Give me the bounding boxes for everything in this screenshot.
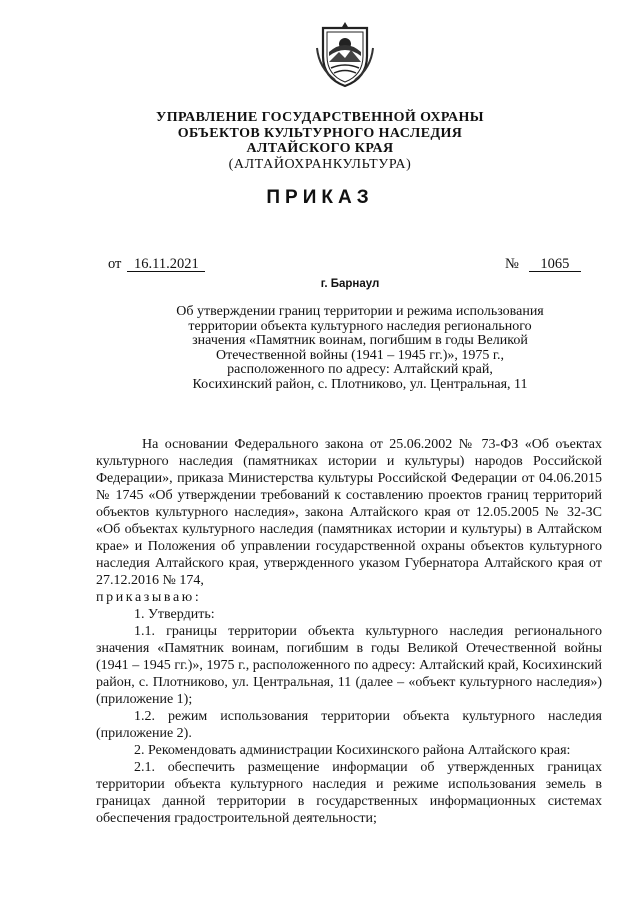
item-1-1: 1.1. границы территории объекта культурного наследия регионального значения «Памятник воинам, погибшим в годы Великой Отечественной войны (1941 – 1945 гг.)», 1975 г., расположенного по адресу: Алтайский край, Косихинский район, с. Плотниково, ул. Центральная, 11 (далее – «объект культурного наследия») (приложение 1);: [96, 624, 602, 707]
document-subject: [130, 305, 590, 392]
order-word: приказываю:: [96, 590, 202, 605]
subject-line: территории объекта культурного наследия регионального: [188, 318, 532, 334]
item-1-2: 1.2. режим использования территории объекта культурного наследия (приложение 2).: [96, 709, 602, 741]
document-body: [96, 436, 602, 827]
number-prefix: №: [505, 256, 519, 272]
organization-header: [150, 110, 490, 172]
document-type-title: ПРИКАЗ: [266, 187, 374, 208]
date-prefix: от: [108, 256, 122, 272]
subject-line: Отечественной войны (1941 – 1945 гг.)», 1975 г.,: [215, 347, 505, 363]
item-1: 1. Утвердить:: [134, 607, 215, 622]
preamble-paragraph: На основании Федерального закона от 25.06.2002 № 73-ФЗ «Об оъектах культурного наследия (памятниках истории и культуры) народов Российской Федерации», приказа Министерства культуры Российской Федерации от 04.06.2015 № 1745 «Об утверждении требований к составлению проектов границ территорий объектов культурного наследия», закона Алтайского края от 12.05.2005 № 32-ЗС «Об объектах культурного наследия (памятниках истории и культуры) в Алтайском крае» и Положения об управлении государственной охраны объектов культурного наследия Алтайского края, утвержденного указом Губернатора Алтайского края от 27.12.2016 № 174,: [96, 437, 602, 588]
city-label: г. Барнаул: [320, 278, 380, 290]
org-name-line-2: ОБЪЕКТОВ КУЛЬТУРНОГО НАСЛЕДИЯ: [177, 125, 463, 141]
subject-line: расположенного по адресу: Алтайский край,: [227, 362, 493, 377]
item-2-1: 2.1. обеспечить размещение информации об утвержденных границах территории объекта культурного наследия и режиме использования земель в границах данной территории в государственных информационных системах обеспечения градостроительной деятельности;: [96, 760, 602, 826]
subject-line: Косихинский район, с. Плотниково, ул. Центральная, 11: [192, 376, 528, 392]
subject-line: Об утверждении границ территории и режима использования: [176, 304, 544, 319]
number-field: [505, 256, 581, 273]
document-date: 16.11.2021: [127, 257, 205, 272]
org-name-line-3: АЛТАЙСКОГО КРАЯ: [246, 141, 394, 156]
item-2: 2. Рекомендовать администрации Косихинского района Алтайского края:: [134, 743, 571, 758]
altai-coat-of-arms-icon: [315, 22, 375, 90]
document-number: 1065: [529, 257, 581, 272]
date-field: [108, 256, 205, 273]
subject-line: значения «Памятник воинам, погибшим в годы Великой: [192, 333, 528, 348]
org-short-name: (АЛТАЙОХРАНКУЛЬТУРА): [228, 156, 412, 172]
org-name-line-1: УПРАВЛЕНИЕ ГОСУДАРСТВЕННОЙ ОХРАНЫ: [156, 110, 484, 125]
